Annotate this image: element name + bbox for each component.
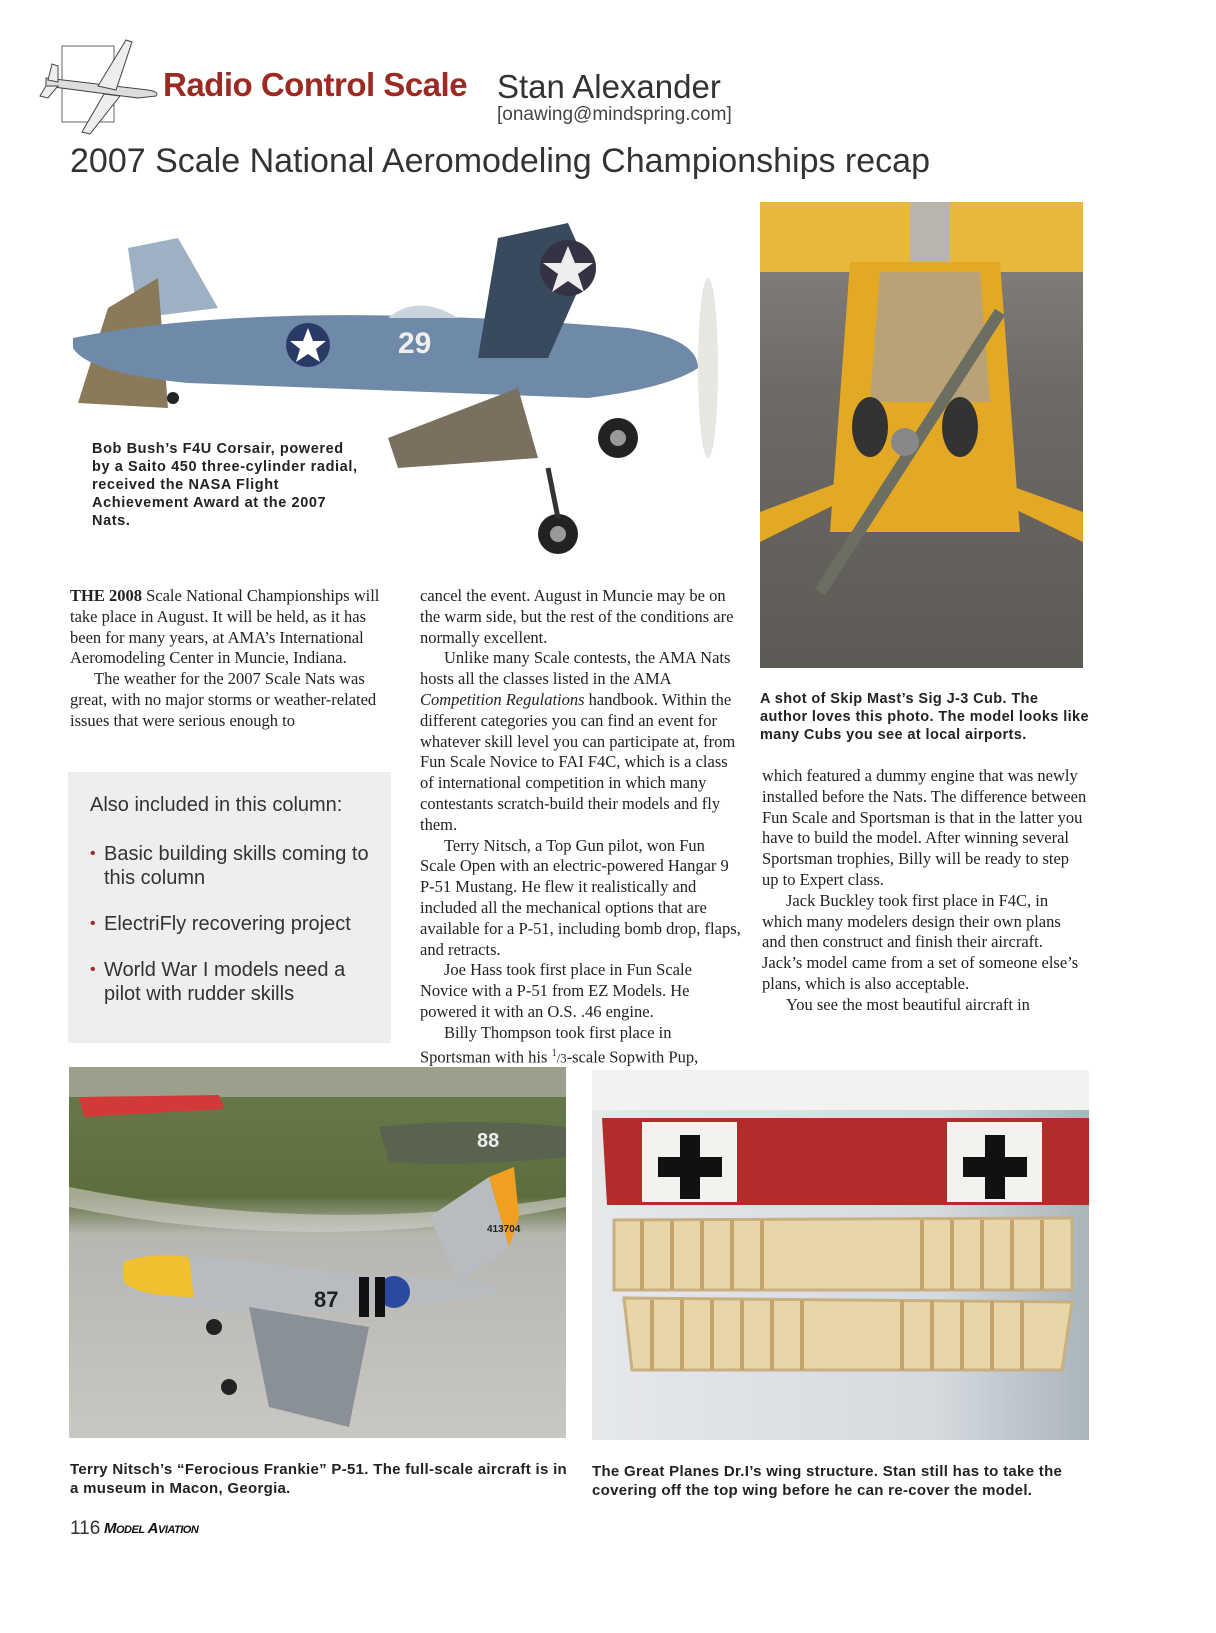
column-title: Radio Control Scale (163, 66, 468, 103)
paragraph: Terry Nitsch, a Top Gun pilot, won Fun Scale Open with an electric-powered Hangar 9 P-51 Mustang. He flew it realistically and included all the mechanical options that are available for a P-51, including bomb drop, flaps, and retracts. (420, 835, 741, 959)
author-email[interactable]: [onawing@mindspring.com] (497, 104, 732, 125)
author-name: Stan Alexander (497, 68, 721, 105)
p51-photo (69, 1067, 566, 1438)
paragraph-text: Billy Thompson took first place in Sportsman with his (420, 1022, 672, 1067)
sidebar-item (90, 912, 380, 936)
article-title: 2007 Scale National Aeromodeling Championships recap (70, 142, 930, 180)
paragraph: cancel the event. August in Muncie may be on the warm side, but the rest of the conditions are normally excellent. (420, 586, 734, 647)
paragraph (420, 1023, 742, 1069)
cub-caption: A shot of Skip Mast’s Sig J-3 Cub. The author loves this photo. The model looks like many Cubs you see at local airports. (760, 691, 1089, 743)
paragraph: which featured a dummy engine that was newly installed before the Nats. The difference between Fun Scale and Sportsman is that in the latter you have to build the model. After winning several Sportsman trophies, Billy will be ready to step up to Expert class. (762, 766, 1087, 889)
p51-marking: 87 (314, 1287, 339, 1312)
bullet-icon: • (90, 915, 96, 932)
wing-structure-photo (592, 1070, 1089, 1440)
paragraph: You see the most beautiful aircraft in (786, 994, 1030, 1014)
publication-title: Competition Regulations (420, 689, 585, 709)
lead-in: THE 2008 (70, 586, 142, 605)
p51-tail-number: 413704 (487, 1224, 521, 1235)
paragraph: The weather for the 2007 Scale Nats was great, with no major storms or weather-related issues that were serious enough to (70, 669, 377, 730)
paragraph: Joe Hass took first place in Fun Scale Novice with a P-51 from EZ Models. He powered it with an O.S. .46 engine. (420, 960, 692, 1021)
paragraph (70, 586, 395, 669)
article-column-2 (420, 586, 742, 1069)
sidebar-item-text: ElectriFly recovering project (104, 913, 351, 935)
paragraph: Jack Buckley took first place in F4C, in which many modelers design their own plans and then construct and finish their aircraft. Jack’s model came from a set of someone else’s plans, which is also acceptable. (762, 890, 1079, 993)
wing-caption: The Great Planes Dr.I’s wing structure. Stan still has to take the covering off the top wing before he can re-cover the model. (592, 1463, 1063, 1499)
fraction-denominator: /3 (556, 1050, 567, 1066)
p51-caption: Terry Nitsch’s “Ferocious Frankie” P-51. The full-scale aircraft is in a museum in Macon, Georgia. (70, 1461, 567, 1497)
corsair-caption: Bob Bush’s F4U Corsair, powered by a Saito 450 three-cylinder radial, received the NASA Flight Achievement Award at the 2007 Nats. (92, 441, 358, 529)
article-column-3 (762, 766, 1087, 1016)
column-logo-plane (38, 28, 166, 138)
corsair-marking: 29 (398, 327, 432, 360)
sidebar-item-text: World War I models need a pilot with rudder skills (104, 959, 346, 1005)
paragraph-text: Scale National Championships will take place in August. It will be held, as it has been for many years, at AMA’s International Aeromodeling Center in Muncie, Indiana. (70, 586, 380, 668)
fraction-numerator: 1 (551, 1047, 557, 1059)
paragraph-text: -scale Sopwith Pup, (566, 1047, 699, 1067)
sidebar-item (90, 842, 380, 890)
paragraph (420, 648, 742, 835)
svg-text:88: 88 (477, 1130, 500, 1152)
also-included-box (68, 772, 391, 1043)
sidebar-item (90, 958, 380, 1006)
paragraph-text: handbook. Within the different categories you can find an event for whatever skill level you can participate at, from Fun Scale Novice to FAI F4C, which is a class of international competition in which many contestants scratch-build their models and fly them. (420, 689, 736, 834)
cub-photo (760, 202, 1083, 668)
sidebar-item-text: Basic building skills coming to this column (104, 843, 369, 889)
sidebar-heading: Also included in this column: (90, 794, 343, 816)
article-column-1 (70, 586, 395, 732)
paragraph-text: Unlike many Scale contests, the AMA Nats hosts all the classes listed in the AMA (420, 648, 731, 689)
bullet-icon: • (90, 961, 96, 978)
magazine-logo: Model Aviation (104, 1520, 199, 1537)
page-number: 116 (70, 1518, 101, 1539)
bullet-icon: • (90, 845, 96, 862)
